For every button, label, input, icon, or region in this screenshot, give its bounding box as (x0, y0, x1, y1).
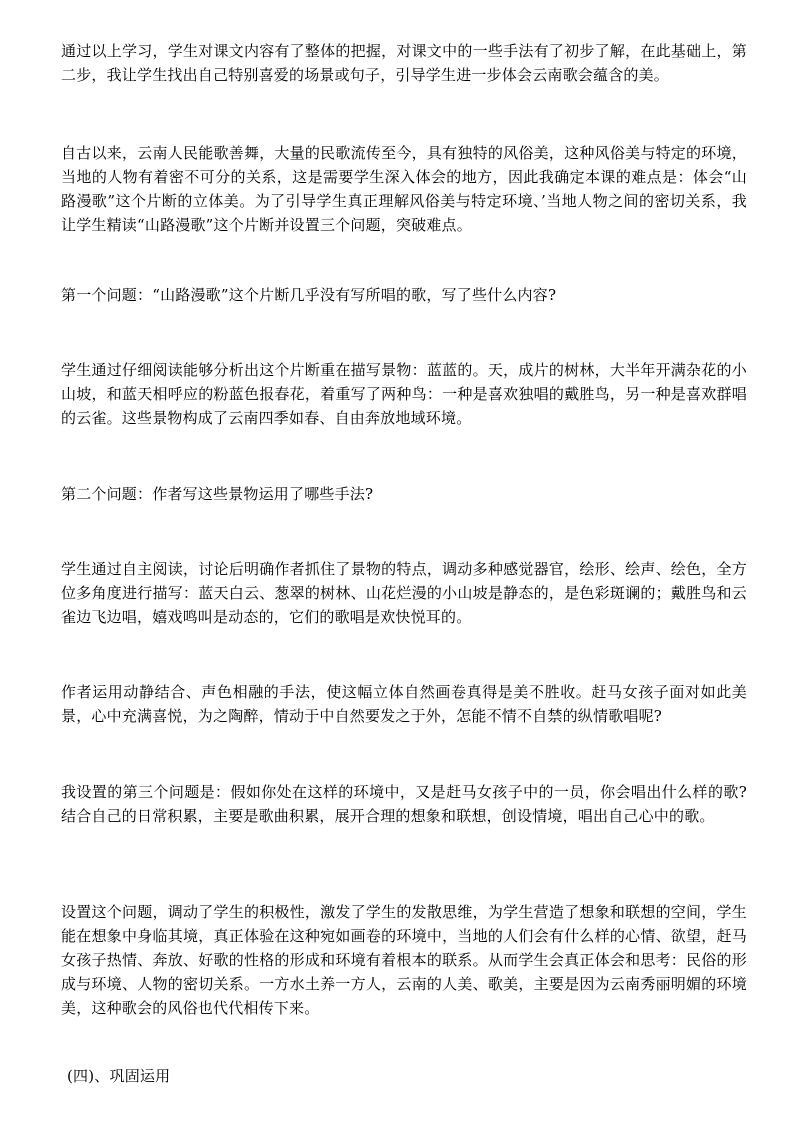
paragraph-question-two: 第二个问题：作者写这些景物运用了哪些手法? (61, 485, 374, 503)
paragraph-intro: 通过以上学习，学生对课文内容有了整体的把握，对课文中的一些手法有了初步了解，在此基础上，第二步，我让学生找出自己特别喜爱的场景或句子，引导学生进一步体会云南歌会蕴含的美。 (61, 42, 747, 84)
paragraph-reflection: 设置这个问题，调动了学生的积极性，激发了学生的发散思维，为学生营造了想象和联想的空间，学生能在想象中身临其境，真正体验在这种宛如画卷的环境中，当地的人们会有什么样的心情、欲望，赶马女孩子热情、奔放、好歌的性格的形成和环境有着根本的联系。从而学生会真正体会和思考：民俗的形成与环境、人物的密切关系。一方水土养一方人，云南的人美、歌美，主要是因为云南秀丽明媚的环境美，这种歌会的风俗也代代相传下来。 (61, 903, 747, 1017)
section-heading-consolidation: (四)、巩固运用 (67, 1067, 171, 1085)
paragraph-technique: 作者运用动静结合、声色相融的手法，使这幅立体自然画卷真得是美不胜收。赶马女孩子面对如此美景，心中充满喜悦，为之陶醉，情动于中自然要发之于外，怎能不情不自禁的纵情歌唱呢? (61, 683, 747, 725)
paragraph-answer-two: 学生通过自主阅读，讨论后明确作者抓住了景物的特点，调动多种感觉器官，绘形、绘声、绘色，全方位多角度进行描写：蓝天白云、葱翠的树林、山花烂漫的小山坡是静态的，是色彩斑谰的；戴胜鸟和云雀边飞边唱，嬉戏鸣叫是动态的，它们的歌唱是欢快悦耳的。 (61, 560, 747, 626)
paragraph-question-three: 我设置的第三个问题是：假如你处在这样的环境中，又是赶马女孩子中的一员，你会唱出什么样的歌?结合自己的日常积累，主要是歌曲积累，展开合理的想象和联想，创设情境，唱出自己心中的歌。 (61, 783, 747, 825)
paragraph-question-one: 第一个问题：“山路漫歌”这个片断几乎没有写所唱的歌，写了些什么内容? (61, 286, 557, 304)
paragraph-answer-one: 学生通过仔细阅读能够分析出这个片断重在描写景物：蓝蓝的。天，成片的树林，大半年开满杂花的小山坡，和蓝天相呼应的粉蓝色报春花，着重写了两种鸟：一种是喜欢独唱的戴胜鸟，另一种是喜欢群唱的云雀。这些景物构成了云南四季如春、自由奔放地域环境。 (61, 361, 747, 427)
paragraph-difficulty: 自古以来，云南人民能歌善舞，大量的民歌流传至今，具有独特的风俗美，这种风俗美与特定的环境，当地的人物有着密不可分的关系，这是需要学生深入体会的地方，因此我确定本课的难点是：体会“山路漫歌”这个片断的立体美。为了引导学生真正理解风俗美与特定环境、’当地人物之间的密切关系，我让学生精读“山路漫歌”这个片断并设置三个问题，突破难点。 (61, 144, 747, 234)
